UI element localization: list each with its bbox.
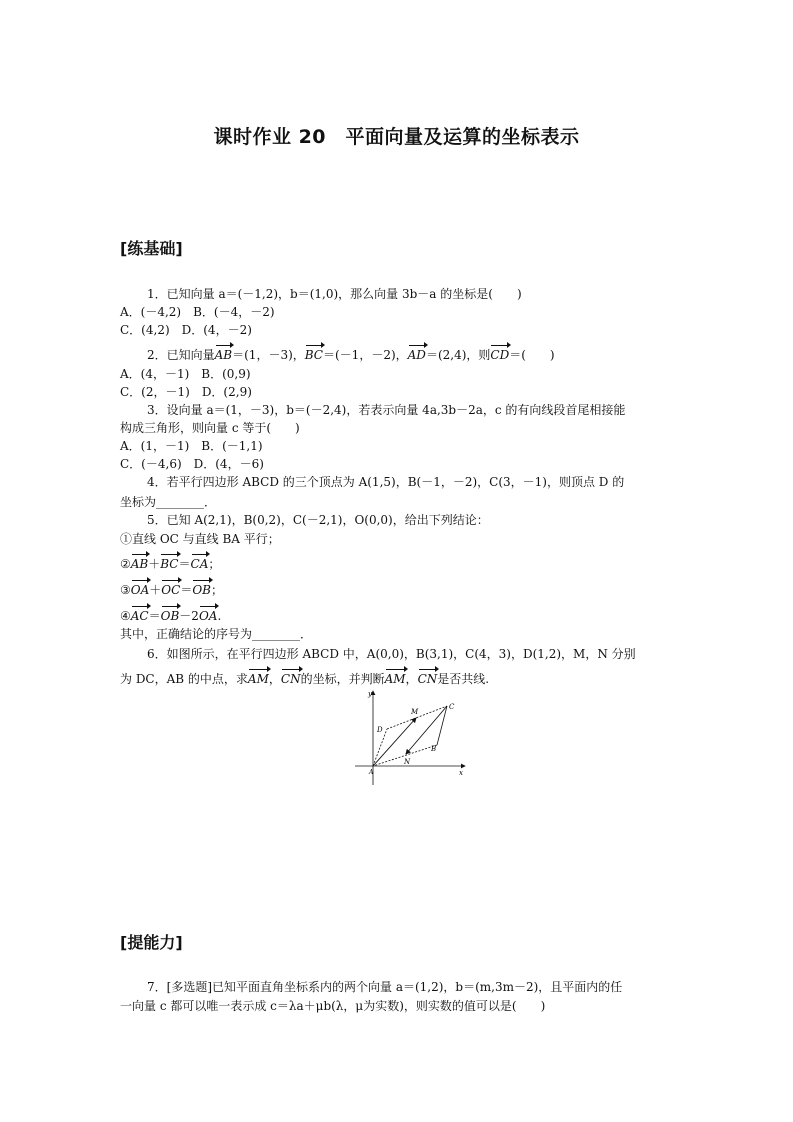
q5-c3-eq: ＝ bbox=[180, 583, 193, 597]
q2-text-3: ＝(2,4)，则 bbox=[425, 348, 491, 362]
q6-mid: 的坐标，并判断 bbox=[300, 672, 385, 686]
q5-c3-mark: ③ bbox=[120, 583, 131, 597]
q1-options-ab: A．(－4,2) B．(－4，－2) bbox=[120, 305, 275, 319]
vector-bc: BC bbox=[160, 557, 179, 571]
vector-ab: AB bbox=[130, 557, 149, 571]
q3-options-ab: A．(1，－1) B．(－1,1) bbox=[120, 439, 263, 453]
vector-oa: OA bbox=[198, 609, 218, 623]
vector-bc: BC bbox=[304, 348, 323, 362]
q2-options-cd: C．(2，－1) D．(2,9) bbox=[120, 385, 252, 399]
q2-text-4: ＝( ) bbox=[509, 348, 555, 362]
q1-options-cd: C．(4,2) D．(4，－2) bbox=[120, 323, 252, 337]
q3-options-cd: C．(－4,6) D．(4，－6) bbox=[120, 457, 264, 471]
q2-stem bbox=[147, 347, 555, 363]
q2-text-1: ＝(1，－3)， bbox=[232, 348, 305, 362]
section-advanced: [提能力] bbox=[120, 933, 183, 952]
q6-line2 bbox=[120, 671, 489, 687]
q2-options-ab: A．(4，－1) B．(0,9) bbox=[120, 367, 251, 381]
q7-line2: 一向量 c 都可以唯一表示成 c＝λa＋μb(λ，μ为实数)，则实数的值可以是( ) bbox=[120, 999, 546, 1013]
q3-stem-line1: 3．设向量 a＝(1，－3)，b＝(－2,4)，若表示向量 4a,3b－2a，c 的有向线段首尾相接能 bbox=[147, 403, 626, 417]
vector-ad: AD bbox=[407, 348, 426, 362]
label-b: B bbox=[431, 745, 437, 753]
vector-ca: CA bbox=[190, 557, 209, 571]
q5-c3-end: ； bbox=[211, 583, 224, 597]
q2-stem-prefix: 2．已知向量 bbox=[147, 348, 215, 362]
q5-conclusion-1: ①直线 OC 与直线 BA 平行； bbox=[120, 532, 280, 546]
q5-c4-op: －2 bbox=[179, 609, 199, 623]
vector-cn: CN bbox=[280, 672, 301, 686]
q7-line1: 7．[多选题]已知平面直角坐标系内的两个向量 a＝(1,2)，b＝(m,3m－2)，且平面内的任 bbox=[147, 980, 623, 994]
vector-cd: CD bbox=[490, 348, 510, 362]
label-d: D bbox=[377, 726, 383, 734]
q4-line1: 4．若平行四边形 ABCD 的三个顶点为 A(1,5)，B(－1，－2)，C(3，－1)，则顶点 D 的 bbox=[147, 475, 625, 489]
q3-stem-line2: 构成三角形，则向量 c 等于( ) bbox=[120, 421, 300, 435]
q1-stem: 1．已知向量 a＝(－1,2)，b＝(1,0)，那么向量 3b－a 的坐标是( ) bbox=[147, 287, 522, 301]
q5-c4-eq: ＝ bbox=[148, 609, 161, 623]
q6-sep: ， bbox=[268, 672, 281, 686]
vector-oc: OC bbox=[161, 583, 181, 597]
q5-c2-op: ＋ bbox=[148, 557, 161, 571]
q5-c4-end: . bbox=[217, 609, 222, 623]
label-c: C bbox=[449, 703, 455, 711]
label-m: M bbox=[411, 708, 419, 716]
vector-am: AM bbox=[384, 672, 406, 686]
page-title: 课时作业 20 平面向量及运算的坐标表示 bbox=[213, 126, 580, 148]
side-ad bbox=[373, 729, 387, 766]
q5-c3-op: ＋ bbox=[149, 583, 162, 597]
q5-conclusion-3 bbox=[120, 582, 223, 598]
q5-c2-end: ； bbox=[208, 557, 221, 571]
x-axis-label: x bbox=[459, 769, 463, 777]
q5-answer: 其中，正确结论的序号为________． bbox=[120, 627, 313, 641]
vector-ob: OB bbox=[192, 583, 211, 597]
q6-line2-prefix: 为 DC，AB 的中点，求 bbox=[120, 672, 248, 686]
q6-end: 是否共线. bbox=[437, 672, 490, 686]
vector-am: AM bbox=[247, 672, 269, 686]
y-axis-label: y bbox=[368, 690, 372, 698]
q5-stem: 5．已知 A(2,1)，B(0,2)，C(－2,1)，O(0,0)，给出下列结论： bbox=[147, 513, 489, 527]
q2-text-2: ＝(－1，－2)， bbox=[323, 348, 408, 362]
section-basic: [练基础] bbox=[120, 239, 183, 258]
q5-conclusion-2 bbox=[120, 556, 220, 572]
parallelogram-figure bbox=[347, 687, 471, 787]
q5-c4-mark: ④ bbox=[120, 609, 131, 623]
vector-cn: CN bbox=[417, 672, 438, 686]
q6-line1: 6．如图所示，在平行四边形 ABCD 中，A(0,0)，B(3,1)，C(4，3)，D(1,2)，M，N 分别 bbox=[147, 647, 636, 661]
vector-ac: AC bbox=[130, 609, 149, 623]
label-n: N bbox=[404, 758, 411, 766]
q5-conclusion-4 bbox=[120, 608, 221, 624]
q4-line2: 坐标为________． bbox=[120, 495, 217, 509]
q6-sep2: ， bbox=[405, 672, 418, 686]
label-a: A bbox=[369, 769, 374, 776]
q5-c2-mark: ② bbox=[120, 557, 131, 571]
vector-oa: OA bbox=[130, 583, 150, 597]
vector-ab: AB bbox=[214, 348, 233, 362]
vector-ob: OB bbox=[160, 609, 180, 623]
q5-c2-eq: ＝ bbox=[178, 557, 191, 571]
